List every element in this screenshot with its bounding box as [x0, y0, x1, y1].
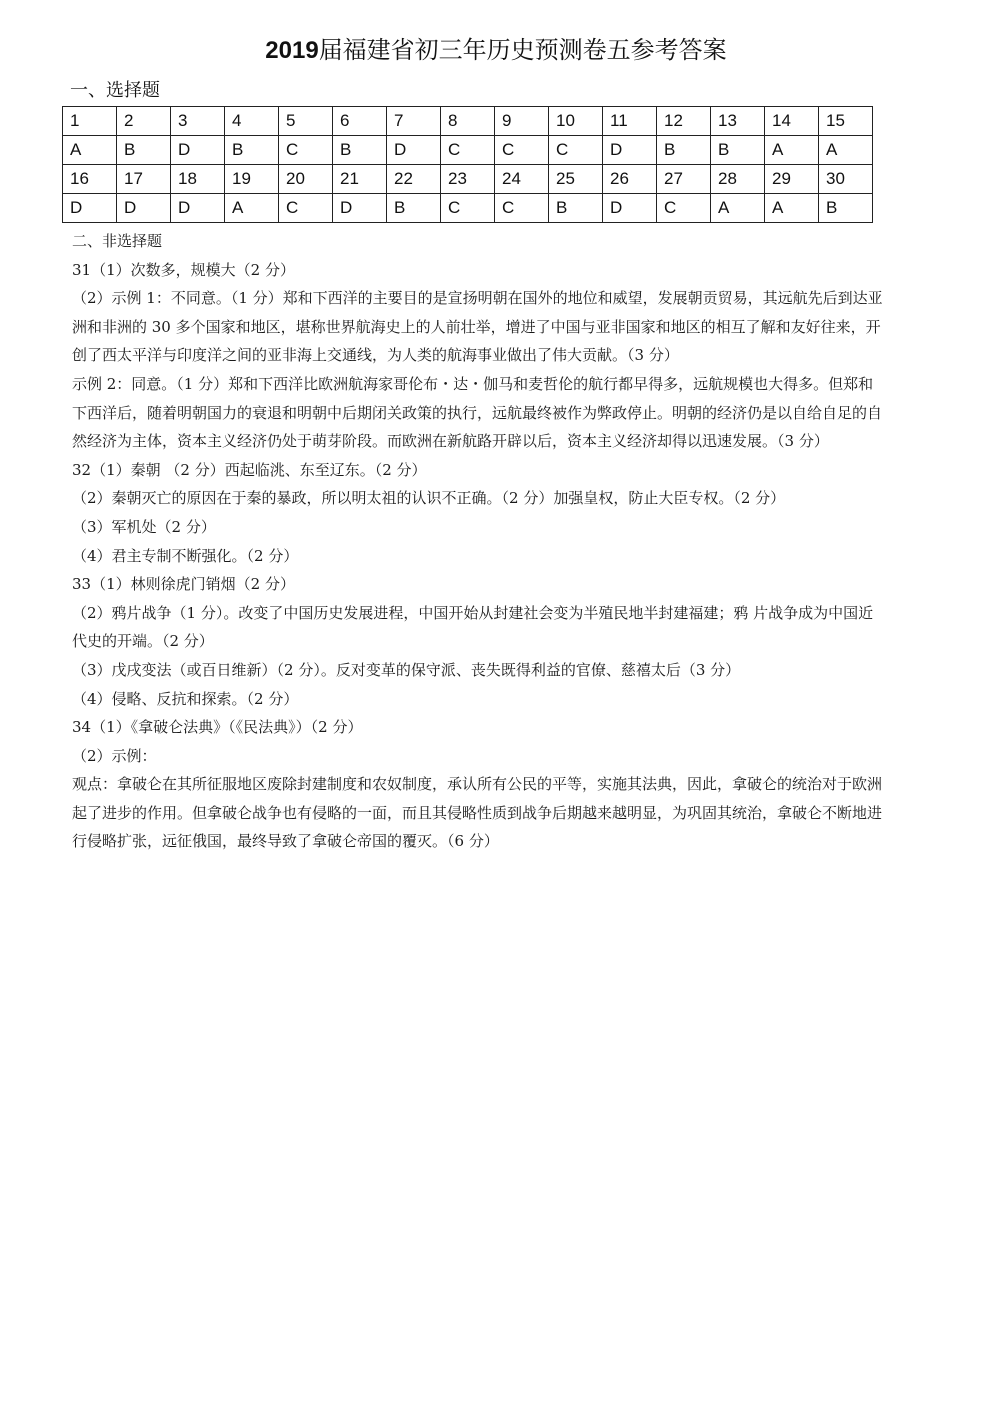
question-number-cell: 25 — [549, 165, 603, 194]
question-number-row — [63, 165, 873, 194]
answer-cell: B — [711, 136, 765, 165]
title-text: 届福建省初三年历史预测卷五参考答案 — [318, 36, 727, 64]
section1-heading: 一、选择题 — [70, 80, 160, 101]
answer-cell: C — [279, 194, 333, 223]
question-number-cell: 2 — [117, 107, 171, 136]
question-number-cell: 14 — [765, 107, 819, 136]
answer-line: 示例 2：同意。（1 分）郑和下西洋比欧洲航海家哥伦布・达・伽马和麦哲伦的航行都早得多，远航规模也大得多。但郑和下西洋后，随着明朝国力的衰退和明朝中后期闭关政策的执行，远航最终被作为弊政停止。明朝的经济仍是以自给自足的自然经济为主体，资本主义经济仍处于萌芽阶段。而欧洲在新航路开辟以后，资本主义经济却得以迅速发展。（3 分） — [72, 374, 883, 451]
answer-line: （2）秦朝灭亡的原因在于秦的暴政，所以明太祖的认识不正确。（2 分）加强皇权，防止大臣专权。（2 分） — [72, 489, 786, 508]
question-number-cell: 13 — [711, 107, 765, 136]
document-title — [0, 30, 992, 71]
question-number-cell: 9 — [495, 107, 549, 136]
answer-key-row — [63, 194, 873, 223]
question-number-cell: 12 — [657, 107, 711, 136]
answer-line: （3）戊戌变法（或百日维新）（2 分）。反对变革的保守派、丧失既得利益的官僚、慈禧太后（3 分） — [72, 660, 741, 679]
answer-key-row — [63, 136, 873, 165]
question-number-cell: 21 — [333, 165, 387, 194]
title-year: 2019 — [265, 37, 319, 64]
answer-cell: C — [495, 136, 549, 165]
question-number-cell: 3 — [171, 107, 225, 136]
question-number-cell: 10 — [549, 107, 603, 136]
question-number-cell: 27 — [657, 165, 711, 194]
question-number-cell: 29 — [765, 165, 819, 194]
question-number-cell: 26 — [603, 165, 657, 194]
answer-cell: A — [225, 194, 279, 223]
question-number-cell: 15 — [819, 107, 873, 136]
question-number-cell: 11 — [603, 107, 657, 136]
answer-line: 观点：拿破仑在其所征服地区废除封建制度和农奴制度，承认所有公民的平等，实施其法典，因此，拿破仑的统治对于欧洲起了进步的作用。但拿破仑战争也有侵略的一面，而且其侵略性质到战争后期越来越明显，为巩固其统治，拿破仑不断地进行侵略扩张，远征俄国，最终导致了拿破仑帝国的覆灭。（6 分） — [72, 775, 883, 851]
answer-line: （3）军机处（2 分） — [72, 517, 216, 536]
answer-cell: A — [765, 194, 819, 223]
question-number-cell: 7 — [387, 107, 441, 136]
answer-line: （2）鸦片战争（1 分）。改变了中国历史发展进程，中国开始从封建社会变为半殖民地半封建福建；鸦 片战争成为中国近代史的开端。（2 分） — [72, 603, 874, 651]
question-number-cell: 1 — [63, 107, 117, 136]
answer-cell: D — [333, 194, 387, 223]
answer-cell: A — [819, 136, 873, 165]
answer-cell: D — [603, 136, 657, 165]
answer-cell: C — [279, 136, 333, 165]
answer-line: （2）示例 1：不同意。（1 分）郑和下西洋的主要目的是宣扬明朝在国外的地位和威望，发展朝贡贸易，其远航先后到达亚洲和非洲的 30 多个国家和地区，堪称世界航海史上的人前壮举，增进了中国与亚非国家和地区的相互了解和友好往来，开创了西太平洋与印度洋之间的亚非海上交通线，为人类的航海事业做出了伟大贡献。（3 分） — [72, 289, 883, 365]
answer-line: 34（1）《拿破仑法典》（《民法典》）（2 分） — [72, 718, 363, 737]
question-number-cell: 6 — [333, 107, 387, 136]
question-number-cell: 20 — [279, 165, 333, 194]
answer-cell: B — [225, 136, 279, 165]
question-number-cell: 16 — [63, 165, 117, 194]
answer-cell: D — [603, 194, 657, 223]
answer-cell: A — [63, 136, 117, 165]
question-number-row — [63, 107, 873, 136]
answer-cell: B — [549, 194, 603, 223]
answer-line: （2）示例： — [72, 746, 157, 765]
answer-cell: C — [495, 194, 549, 223]
answer-cell: B — [333, 136, 387, 165]
section2-heading: 二、非选择题 — [72, 232, 163, 250]
answer-line: 31（1）次数多，规模大（2 分） — [72, 260, 295, 279]
question-number-cell: 18 — [171, 165, 225, 194]
answer-cell: B — [117, 136, 171, 165]
question-number-cell: 17 — [117, 165, 171, 194]
answer-cell: A — [765, 136, 819, 165]
question-number-cell: 22 — [387, 165, 441, 194]
answer-cell: D — [117, 194, 171, 223]
answer-cell: B — [387, 194, 441, 223]
question-number-cell: 30 — [819, 165, 873, 194]
section2-body — [72, 227, 884, 856]
answer-line: 33（1）林则徐虎门销烟（2 分） — [72, 575, 295, 594]
answer-line: （4）侵略、反抗和探索。（2 分） — [72, 689, 299, 708]
question-number-cell: 23 — [441, 165, 495, 194]
answer-cell: C — [657, 194, 711, 223]
answer-cell: A — [711, 194, 765, 223]
answer-cell: C — [549, 136, 603, 165]
answer-cell: C — [441, 136, 495, 165]
question-number-cell: 5 — [279, 107, 333, 136]
question-number-cell: 8 — [441, 107, 495, 136]
answer-cell: D — [171, 136, 225, 165]
answer-line: （4）君主专制不断强化。（2 分） — [72, 546, 299, 565]
answer-cell: C — [441, 194, 495, 223]
answer-table — [62, 106, 873, 223]
answer-cell: B — [657, 136, 711, 165]
question-number-cell: 28 — [711, 165, 765, 194]
question-number-cell: 4 — [225, 107, 279, 136]
answer-cell: D — [171, 194, 225, 223]
answer-cell: D — [63, 194, 117, 223]
answer-cell: B — [819, 194, 873, 223]
question-number-cell: 19 — [225, 165, 279, 194]
question-number-cell: 24 — [495, 165, 549, 194]
answer-line: 32（1）秦朝 （2 分）西起临洮、东至辽东。（2 分） — [72, 460, 427, 479]
answer-cell: D — [387, 136, 441, 165]
